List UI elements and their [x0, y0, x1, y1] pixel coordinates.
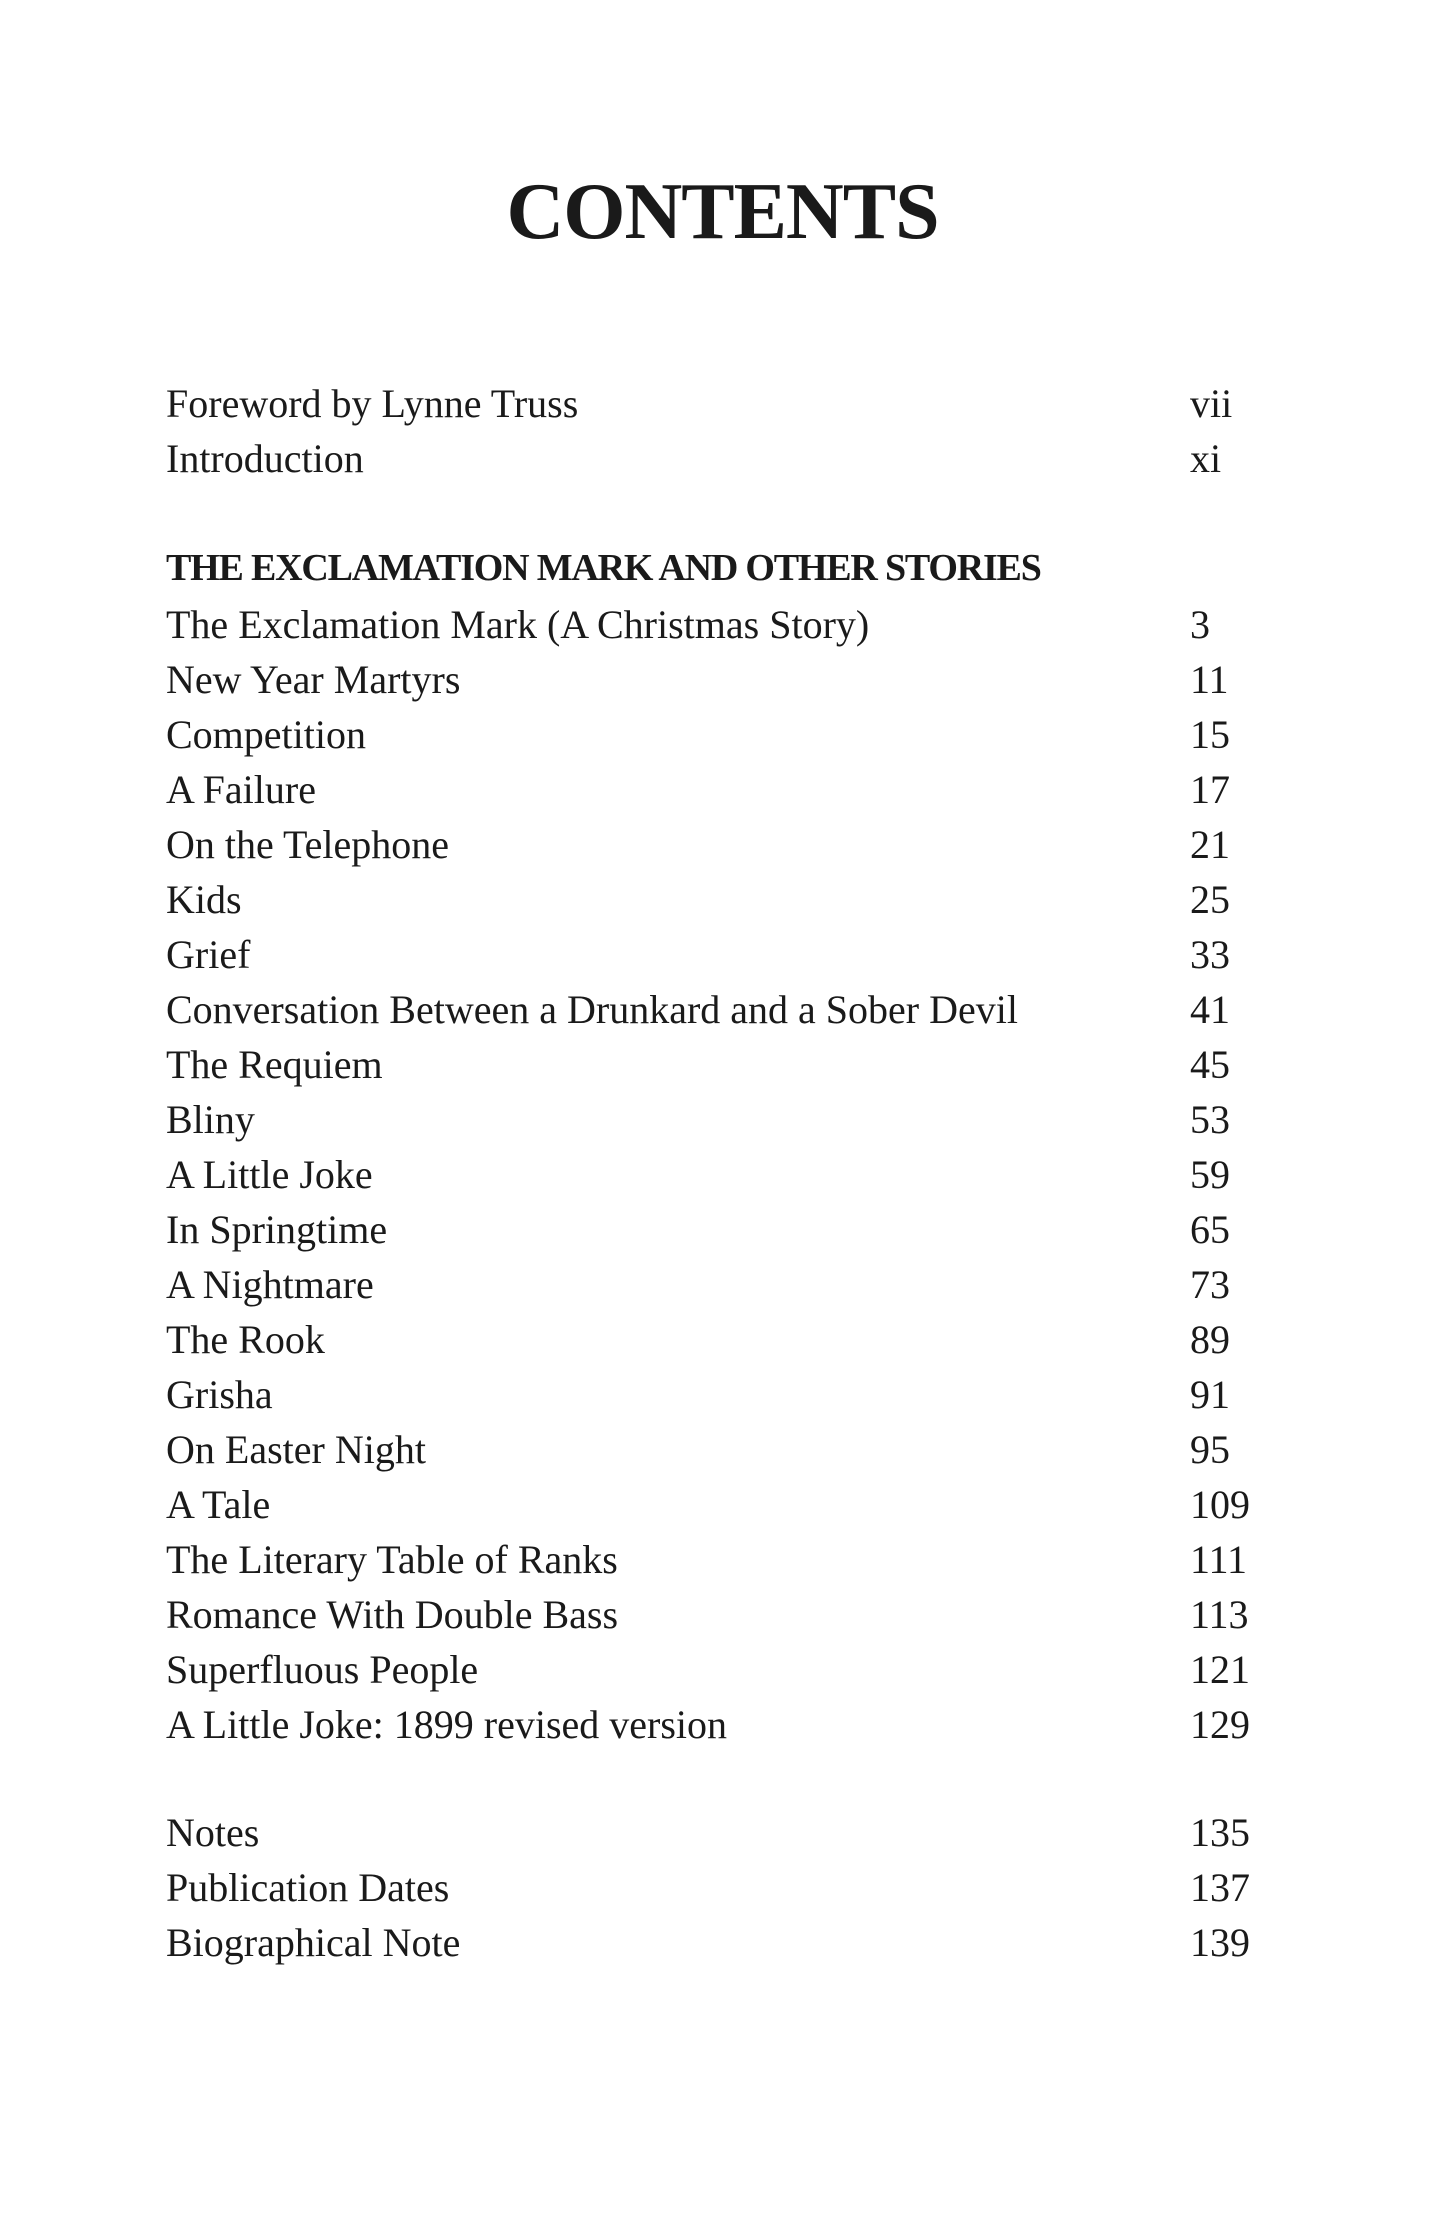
toc-entry-notes[interactable]	[166, 1805, 1266, 1860]
toc-entry-title: Conversation Between a Drunkard and a Sober Devil	[166, 987, 1018, 1032]
toc-entry-page: 3	[1190, 602, 1210, 647]
toc-entry-page: 73	[1190, 1262, 1230, 1307]
toc-entry-page: 59	[1190, 1152, 1230, 1197]
toc-entry-title: The Rook	[166, 1317, 325, 1362]
toc-entry-title: Grief	[166, 932, 251, 977]
toc-entry-page: 135	[1190, 1810, 1250, 1855]
toc-entry-title: A Failure	[166, 767, 316, 812]
toc-entry[interactable]	[166, 597, 1266, 652]
toc-entry-foreword[interactable]	[166, 376, 1266, 431]
section-heading: THE EXCLAMATION MARK AND OTHER STORIES	[166, 547, 1041, 589]
toc-entry-page: 65	[1190, 1207, 1230, 1252]
toc-entry-page: 91	[1190, 1372, 1230, 1417]
toc-entry-title: Bliny	[166, 1097, 255, 1142]
toc-entry-title: The Literary Table of Ranks	[166, 1537, 618, 1582]
toc-entry-page: 45	[1190, 1042, 1230, 1087]
toc-entry-page: 129	[1190, 1702, 1250, 1747]
toc-entry-page: 113	[1190, 1592, 1249, 1637]
toc-entry-title: Grisha	[166, 1372, 273, 1417]
toc-entry[interactable]	[166, 1367, 1266, 1422]
toc-entry-title: Romance With Double Bass	[166, 1592, 619, 1637]
toc-entry-title: On Easter Night	[166, 1427, 426, 1472]
toc-entry[interactable]	[166, 817, 1266, 872]
toc-entry-page: 11	[1190, 657, 1229, 702]
toc-entry[interactable]	[166, 1092, 1266, 1147]
page-title: CONTENTS	[506, 168, 939, 256]
toc-entry-page: 21	[1190, 822, 1230, 867]
toc-entry-page: 17	[1190, 767, 1230, 812]
toc-entry-page: 95	[1190, 1427, 1230, 1472]
toc-entry-page: 41	[1190, 987, 1230, 1032]
toc-entry[interactable]	[166, 1422, 1266, 1477]
toc-entry[interactable]	[166, 1147, 1266, 1202]
toc-entry-title: Competition	[166, 712, 366, 757]
toc-entry-page: xi	[1190, 436, 1222, 481]
toc-entry[interactable]	[166, 652, 1266, 707]
toc-entry-title: New Year Martyrs	[166, 657, 461, 702]
toc-entry-title: Introduction	[166, 436, 364, 481]
toc-entry[interactable]	[166, 1257, 1266, 1312]
toc-entry-page: 121	[1190, 1647, 1250, 1692]
toc-entry[interactable]	[166, 982, 1266, 1037]
toc-entry[interactable]	[166, 1037, 1266, 1092]
toc-entry-title: Foreword by Lynne Truss	[166, 381, 579, 426]
toc-entry-page: 15	[1190, 712, 1230, 757]
toc-entry-title: Superfluous People	[166, 1647, 479, 1692]
toc-entry-title: The Exclamation Mark (A Christmas Story)	[166, 602, 870, 647]
toc-entry[interactable]	[166, 1202, 1266, 1257]
toc-entry-page: 53	[1190, 1097, 1230, 1142]
toc-entry-title: A Tale	[166, 1482, 271, 1527]
spacer	[166, 486, 1266, 540]
toc-entry[interactable]	[166, 1587, 1266, 1642]
toc-entry[interactable]	[166, 762, 1266, 817]
toc-entry-title: A Little Joke	[166, 1152, 373, 1197]
toc-entry[interactable]	[166, 1312, 1266, 1367]
spacer	[166, 1752, 1266, 1805]
toc-entry-page: 137	[1190, 1865, 1250, 1910]
toc-entry-title: Biographical Note	[166, 1920, 461, 1965]
toc-entry-biographical-note[interactable]	[166, 1915, 1266, 1970]
toc-entry-title: In Springtime	[166, 1207, 388, 1252]
toc-entry-page: 109	[1190, 1482, 1250, 1527]
toc-entry-page: 89	[1190, 1317, 1230, 1362]
toc-entry-title: Notes	[166, 1810, 260, 1855]
toc-entry-title: A Nightmare	[166, 1262, 374, 1307]
toc-entry[interactable]	[166, 872, 1266, 927]
toc-entry[interactable]	[166, 1477, 1266, 1532]
toc-entry-introduction[interactable]	[166, 431, 1266, 486]
toc-entry-page: 25	[1190, 877, 1230, 922]
toc-entry-title: Publication Dates	[166, 1865, 450, 1910]
toc-entry[interactable]	[166, 927, 1266, 982]
toc-entry[interactable]	[166, 1642, 1266, 1697]
toc-entry-title: On the Telephone	[166, 822, 450, 867]
table-of-contents	[166, 376, 1266, 1970]
toc-entry-page: 33	[1190, 932, 1230, 977]
toc-entry-title: A Little Joke: 1899 revised version	[166, 1702, 728, 1747]
toc-entry[interactable]	[166, 707, 1266, 762]
toc-entry-page: vii	[1190, 381, 1233, 426]
toc-entry[interactable]	[166, 1532, 1266, 1587]
toc-entry-title: The Requiem	[166, 1042, 383, 1087]
toc-entry-title: Kids	[166, 877, 242, 922]
toc-entry-publication-dates[interactable]	[166, 1860, 1266, 1915]
toc-entry[interactable]	[166, 1697, 1266, 1752]
toc-entry-page: 111	[1190, 1537, 1248, 1582]
toc-entry-page: 139	[1190, 1920, 1250, 1965]
